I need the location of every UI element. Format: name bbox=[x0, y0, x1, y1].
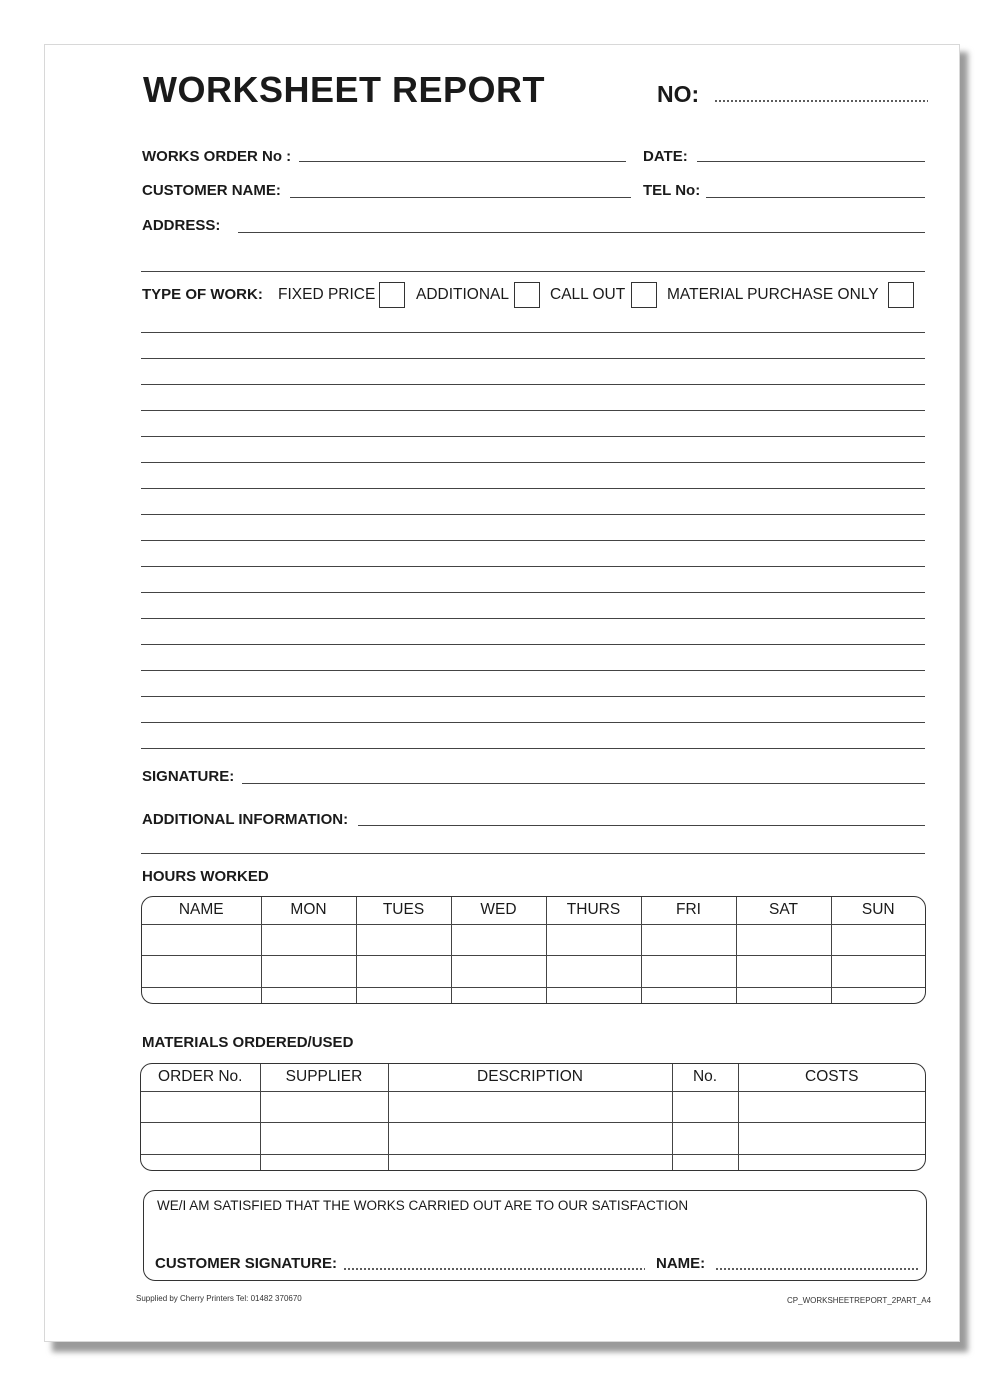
tel-label: TEL No: bbox=[643, 182, 701, 199]
additional-info-label: ADDITIONAL INFORMATION: bbox=[142, 811, 349, 828]
materials-col-header: ORDER No. bbox=[141, 1064, 260, 1091]
table-row bbox=[142, 924, 925, 956]
customer-name-label: CUSTOMER NAME: bbox=[142, 182, 281, 199]
materials-col-header: COSTS bbox=[738, 1064, 925, 1091]
hours-col-header: THURS bbox=[546, 897, 641, 924]
address-field-line-1[interactable] bbox=[238, 232, 925, 233]
works-order-label: WORKS ORDER No : bbox=[142, 148, 292, 165]
additional-info-field-line-2[interactable] bbox=[141, 853, 925, 854]
no-field[interactable] bbox=[714, 100, 928, 102]
address-label: ADDRESS: bbox=[142, 217, 221, 234]
type-of-work-label: TYPE OF WORK: bbox=[142, 286, 263, 303]
tel-field[interactable] bbox=[706, 197, 925, 198]
date-label: DATE: bbox=[643, 148, 688, 165]
materials-table bbox=[140, 1063, 926, 1171]
hours-worked-table bbox=[141, 896, 926, 1004]
satisfaction-box bbox=[143, 1190, 927, 1281]
customer-signature-field[interactable] bbox=[343, 1268, 645, 1270]
table-row bbox=[141, 1123, 925, 1155]
option-material-purchase-label: MATERIAL PURCHASE ONLY bbox=[667, 286, 879, 303]
materials-col-header: DESCRIPTION bbox=[388, 1064, 672, 1091]
date-field[interactable] bbox=[697, 161, 925, 162]
additional-checkbox[interactable] bbox=[514, 282, 540, 308]
fixed-price-checkbox[interactable] bbox=[379, 282, 405, 308]
customer-name-field[interactable] bbox=[290, 197, 631, 198]
call-out-checkbox[interactable] bbox=[631, 282, 657, 308]
materials-col-header: SUPPLIER bbox=[260, 1064, 388, 1091]
hours-col-header: TUES bbox=[356, 897, 451, 924]
option-additional-label: ADDITIONAL bbox=[416, 286, 510, 303]
name-field[interactable] bbox=[715, 1268, 918, 1270]
table-row bbox=[142, 956, 925, 988]
option-fixed-price-label: FIXED PRICE bbox=[278, 286, 376, 303]
hours-col-header: FRI bbox=[641, 897, 736, 924]
hours-worked-heading: HOURS WORKED bbox=[142, 868, 269, 885]
materials-col-header: No. bbox=[672, 1064, 738, 1091]
form-code: CP_WORKSHEETREPORT_2PART_A4 bbox=[787, 1296, 932, 1305]
hours-col-header: WED bbox=[451, 897, 546, 924]
signature-field[interactable] bbox=[242, 783, 925, 784]
works-order-field[interactable] bbox=[299, 161, 626, 162]
page-title: WORKSHEET REPORT bbox=[143, 69, 546, 110]
name-label: NAME: bbox=[656, 1255, 706, 1272]
customer-signature-label: CUSTOMER SIGNATURE: bbox=[155, 1255, 337, 1272]
no-label: NO: bbox=[657, 81, 700, 107]
hours-col-header: MON bbox=[261, 897, 356, 924]
hours-col-header: SUN bbox=[831, 897, 925, 924]
satisfaction-statement: WE/I AM SATISFIED THAT THE WORKS CARRIED OUT ARE TO OUR SATISFACTION bbox=[157, 1198, 689, 1213]
material-purchase-checkbox[interactable] bbox=[888, 282, 914, 308]
table-row bbox=[142, 987, 925, 1003]
materials-heading: MATERIALS ORDERED/USED bbox=[142, 1034, 354, 1051]
hours-col-header: SAT bbox=[736, 897, 831, 924]
table-row bbox=[141, 1154, 925, 1170]
table-row bbox=[141, 1091, 925, 1123]
additional-info-field-line-1[interactable] bbox=[358, 825, 925, 826]
address-field-line-2[interactable] bbox=[141, 271, 925, 272]
hours-col-header: NAME bbox=[142, 897, 261, 924]
option-call-out-label: CALL OUT bbox=[550, 286, 626, 303]
supplier-footer: Supplied by Cherry Printers Tel: 01482 370670 bbox=[136, 1294, 302, 1303]
signature-label: SIGNATURE: bbox=[142, 768, 235, 785]
worksheet-page bbox=[44, 44, 960, 1342]
